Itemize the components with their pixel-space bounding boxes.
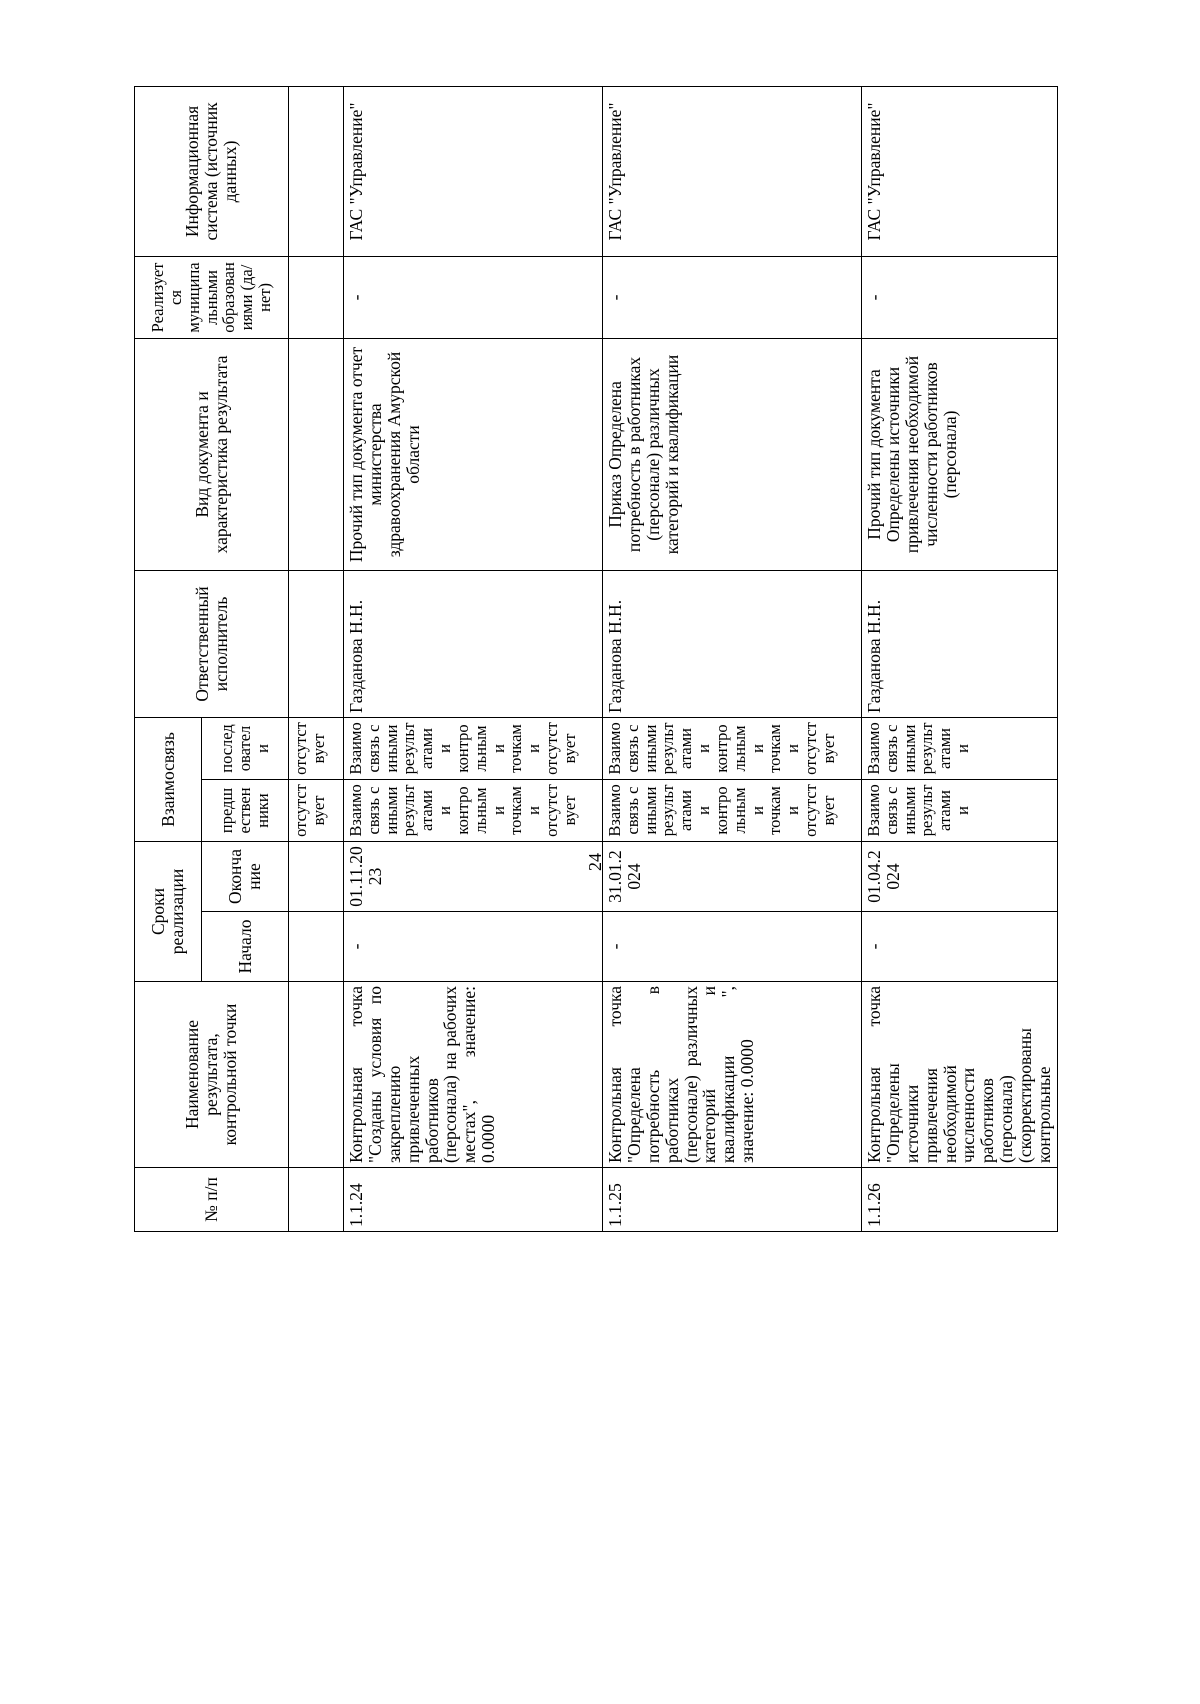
subheader-row: [289, 86, 344, 1231]
row-name: Контрольная точка "Определены источники привлечения необходимой численности работников (персонала) (скорректированы контрольные: [862, 982, 1058, 1168]
results-table: [134, 86, 1058, 1232]
sub-cell-empty: [289, 256, 344, 338]
row-start: -: [603, 912, 862, 982]
row-info-system: ГАС "Управление": [603, 86, 862, 256]
row-responsible: Газданова Н.Н.: [862, 570, 1058, 717]
sub-predecessors: отсутствует: [289, 779, 344, 841]
header-terms: Сроки реализации: [135, 841, 202, 981]
row-start: -: [344, 912, 603, 982]
row-municipal: -: [862, 256, 1058, 338]
header-start: Начало: [202, 912, 289, 982]
row-name: Контрольная точка "Определена потребность в работниках (персонале) различных категорий и квалификации ", значение: 0.0000: [603, 982, 862, 1168]
sub-cell-empty: [289, 570, 344, 717]
header-num: № п/п: [135, 1168, 289, 1232]
rotated-table-container: [134, 87, 1055, 1232]
sub-cell-empty: [289, 338, 344, 570]
row-municipal: -: [344, 256, 603, 338]
sub-successors: отсутствует: [289, 717, 344, 779]
row-responsible: Газданова Н.Н.: [603, 570, 862, 717]
row-num: 1.1.24: [344, 1168, 603, 1232]
header-doc-type: Вид документа и характеристика результата: [135, 338, 289, 570]
row-num: 1.1.25: [603, 1168, 862, 1232]
row-doc-type: Приказ Определена потребность в работниках (персонале) различных категорий и квалификации: [603, 338, 862, 570]
header-predecessors: предшественники: [202, 779, 289, 841]
row-doc-type: Прочий тип документа Определены источники привлечения необходимой численности работников (персонала): [862, 338, 1058, 570]
table-row: [344, 86, 603, 1231]
sub-cell-empty: [289, 982, 344, 1168]
row-end: 01.04.2024: [862, 841, 1058, 911]
sub-cell-empty: [289, 86, 344, 256]
row-doc-type: Прочий тип документа отчет министерства здравоохранения Амурской области: [344, 338, 603, 570]
sub-cell-empty: [289, 912, 344, 982]
row-municipal: -: [603, 256, 862, 338]
sub-cell-empty: [289, 841, 344, 911]
table-row: [862, 86, 1058, 1231]
header-info-system: Информационная система (источник данных): [135, 86, 289, 256]
table-row: [603, 86, 862, 1231]
row-start: -: [862, 912, 1058, 982]
header-municipal: Реализуется муниципальными образованиями (да/нет): [135, 256, 289, 338]
row-info-system: ГАС "Управление": [862, 86, 1058, 256]
header-responsible: Ответственный исполнитель: [135, 570, 289, 717]
sub-cell-empty: [289, 1168, 344, 1232]
row-predecessors: Взаимосвязь с иными результатами и: [862, 779, 1058, 841]
row-end: 31.01.2024: [603, 841, 862, 911]
page-number: 24: [585, 853, 605, 871]
header-end: Окончание: [202, 841, 289, 911]
header-relation: Взаимосвязь: [135, 717, 202, 841]
row-successors: Взаимосвязь с иными результатами и: [862, 717, 1058, 779]
row-predecessors: Взаимосвязь с иными результатами и контрольными точками отсутствует: [344, 779, 603, 841]
row-predecessors: Взаимосвязь с иными результатами и контрольными точками отсутствует: [603, 779, 862, 841]
row-info-system: ГАС "Управление": [344, 86, 603, 256]
row-successors: Взаимосвязь с иными результатами и контрольными точками отсутствует: [603, 717, 862, 779]
header-successors: последователи: [202, 717, 289, 779]
row-responsible: Газданова Н.Н.: [344, 570, 603, 717]
row-successors: Взаимосвязь с иными результатами и контрольными точками отсутствует: [344, 717, 603, 779]
header-row-1: [135, 86, 202, 1231]
row-name: Контрольная точка "Созданы условия по закреплению привлеченных работников (персонала) на рабочих местах", значение: 0.0000: [344, 982, 603, 1168]
row-end: 01.11.2023: [344, 841, 603, 911]
header-name: Наименование результата, контрольной точки: [135, 982, 289, 1168]
row-num: 1.1.26: [862, 1168, 1058, 1232]
